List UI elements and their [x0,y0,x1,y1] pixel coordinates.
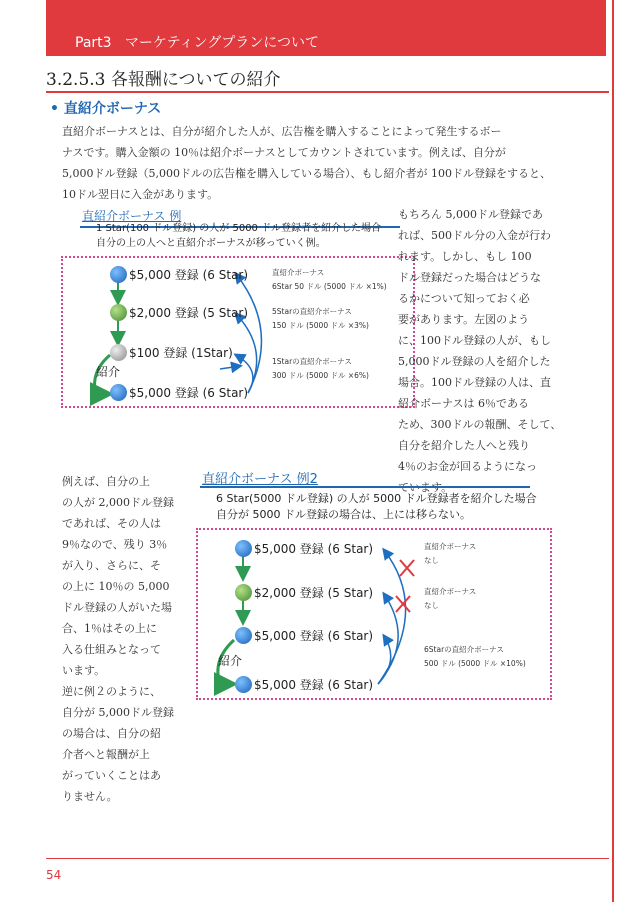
text-line: 介者へと報酬が上 [62,748,150,761]
tier-label: $5,000 登録 (6 Star) [129,268,249,282]
example2-caption: 6 Star(5000 ドル登録) の人が 5000 ドル登録者を紹介した場合 [216,492,537,505]
text-line: 4％のお金が回るようになっ [398,460,537,473]
text-line: 入る仕組みとなって [62,643,161,656]
section-number: 3.2.5.3 [46,70,106,90]
text-line: 自分が 5,000ドル登録 [62,706,174,719]
six-star-badge-icon [235,676,252,693]
text-line: であれば、その人は [62,517,161,530]
text-line: います。 [62,664,106,677]
text-line: 紹介ボーナスは 6％である [398,397,530,410]
text-line: 直紹介ボーナスとは、自分が紹介した人が、広告権を購入することによって発生するボー [62,125,502,138]
tier-label: $5,000 登録 (6 Star) [254,542,374,556]
side-paragraph-2 [62,471,190,807]
text-line: るかについて知っておく必 [398,292,530,305]
six-star-badge-icon [110,384,127,401]
intro-label: 紹介 [218,654,243,668]
text-line: れば、500ドル分の入金が行わ [398,229,551,242]
text-line: がっていくことはあ [62,769,161,782]
text-line: の上に 10％の 5,000 [62,580,170,593]
five-star-badge-icon [110,304,127,321]
bonus-note: 直紹介ボーナス なし [424,542,477,565]
tier-label: $100 登録 (1Star) [129,346,233,360]
text-line: 逆に例２のように、 [62,685,161,698]
section-heading [46,65,281,90]
six-star-badge-icon [235,540,252,557]
header-chapter: マーケティングプランについて [124,35,319,51]
intro-label: 紹介 [96,365,121,379]
text-line: 10ドル翌日に入金があります。 [62,188,219,201]
six-star-badge-icon [110,266,127,283]
text-line: れます。しかし、もし 100 [398,250,532,263]
header-title [75,32,319,52]
page-edge-rule [612,0,614,902]
intro-paragraph [62,121,582,205]
subsection-heading: • 直紹介ボーナス [50,101,162,117]
text-line: の人が 2,000ドル登録 [62,496,174,509]
one-star-badge-icon [110,344,127,361]
text-line: 場合。100ドル登録の人は、直 [398,376,551,389]
tier-label: $5,000 登録 (6 Star) [254,629,374,643]
text-line: ため、300ドルの報酬、そして、 [398,418,562,431]
five-star-badge-icon [235,584,252,601]
text-line: 要があります。左図のよう [398,313,530,326]
text-line: ナスです。購入金額の 10％は紹介ボーナスとしてカウントされています。例えば、自分が [62,146,506,159]
bonus-note: 直紹介ボーナス なし [424,587,477,610]
example1-caption: 自分の上の人へと直紹介ボーナスが移っていく例。 [96,238,326,249]
text-line: 合、1％はその上に [62,622,157,635]
text-line: 5,000ドル登録の人を紹介した [398,355,551,368]
text-line: 自分を紹介した人へと残り [398,439,530,452]
example2-caption: 自分が 5000 ドル登録の場合は、上には移らない。 [216,508,471,521]
section-rule [46,91,609,93]
header-part: Part3 [75,35,112,51]
example2-underline [200,486,530,488]
text-line: ドル登録だった場合はどうな [398,271,541,284]
bonus-note: 1Starの直紹介ボーナス 300 ドル (5000 ドル ×6%) [272,357,369,380]
example1-title: 直紹介ボーナス 例 [82,209,182,223]
text-line: 5,000ドル登録（5,000ドルの広告権を購入している場合）、もし紹介者が 100ドル登録をすると、 [62,167,551,180]
bonus-note: 直紹介ボーナス 6Star 50 ドル (5000 ドル ×1%) [272,268,387,291]
tier-label: $2,000 登録 (5 Star) [254,586,374,600]
text-line: ています。 [398,481,453,494]
text-line: もちろん 5,000ドル登録であ [398,208,543,221]
example2-title: 直紹介ボーナス 例2 [202,472,318,487]
page-number: 54 [46,868,62,882]
text-line: りません。 [62,790,118,803]
footer-rule [46,858,609,859]
section-title: 各報酬についての紹介 [110,70,281,90]
tier-label: $5,000 登録 (6 Star) [254,678,374,692]
six-star-badge-icon [235,627,252,644]
side-paragraph [398,204,578,498]
text-line: 9％なので、残り 3％ [62,538,168,551]
tier-label: $5,000 登録 (6 Star) [129,386,249,400]
tier-label: $2,000 登録 (5 Star) [129,306,249,320]
example1-caption: 1 Star(100 ドル登録) の人が 5000 ドル登録者を紹介した場合 [96,223,382,234]
text-line: が入り、さらに、そ [62,559,161,572]
text-line: ドル登録の人がいた場 [62,601,172,614]
bonus-note: 6Starの直紹介ボーナス 500 ドル (5000 ドル ×10%) [424,645,526,668]
text-line: 例えば、自分の上 [62,475,150,488]
text-line: に、100ドル登録の人が、もし [398,334,551,347]
bonus-note: 5Starの直紹介ボーナス 150 ドル (5000 ドル ×3%) [272,307,369,330]
text-line: の場合は、自分の紹 [62,727,161,740]
